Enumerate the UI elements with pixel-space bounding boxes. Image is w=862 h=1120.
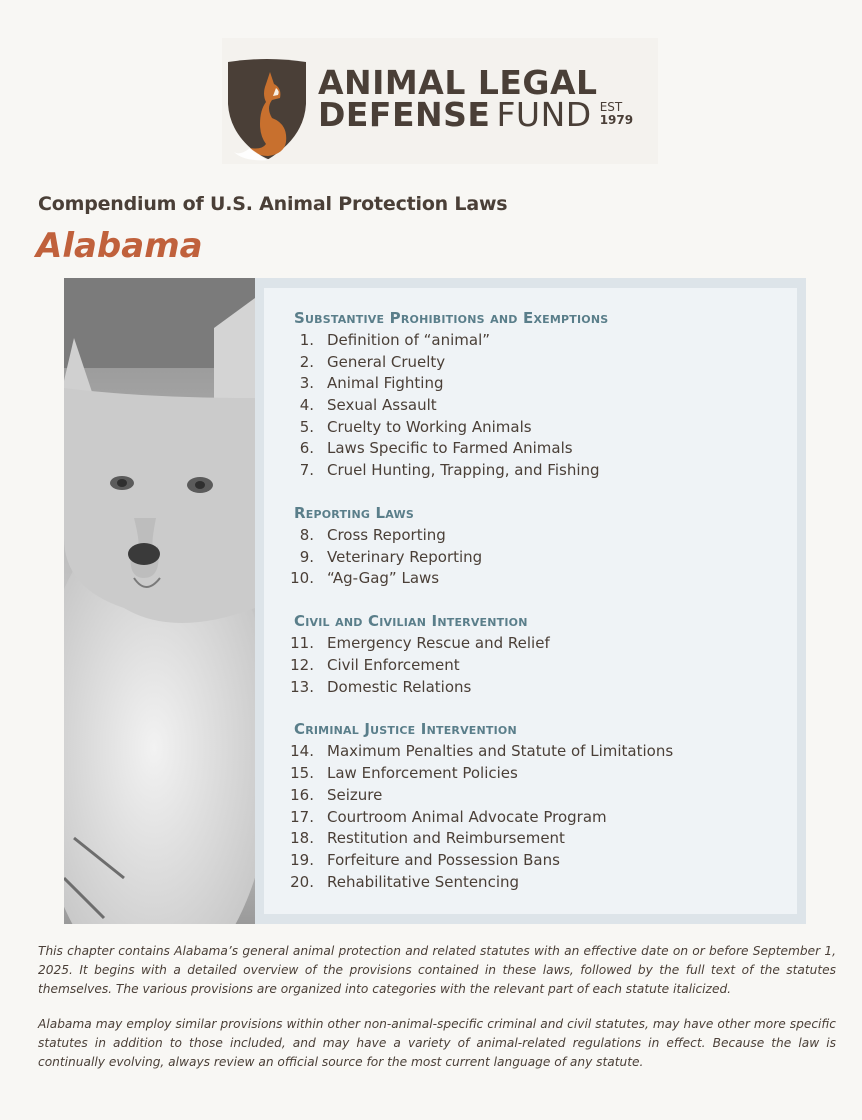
toc-item-number: 11. [290, 634, 314, 652]
toc-item[interactable] [286, 742, 674, 764]
toc-item-number: 12. [290, 656, 314, 674]
toc-item-label: Restitution and Reimbursement [327, 829, 565, 847]
section-heading-criminal: Criminal Justice Intervention [294, 720, 517, 738]
toc-item[interactable] [286, 569, 440, 591]
toc-item-label: Forfeiture and Possession Bans [327, 851, 560, 869]
toc-item-label: Courtroom Animal Advocate Program [327, 808, 607, 826]
toc-item-label: Animal Fighting [327, 374, 444, 392]
toc-item-label: Veterinary Reporting [327, 548, 483, 566]
toc-item-number: 13. [290, 678, 314, 696]
toc-item-label: Cross Reporting [327, 526, 446, 544]
toc-item[interactable] [286, 439, 573, 461]
toc-item-number: 16. [290, 786, 314, 804]
toc-item-label: Cruel Hunting, Trapping, and Fishing [327, 461, 600, 479]
section-heading-reporting: Reporting Laws [294, 504, 414, 522]
toc-item[interactable] [286, 526, 446, 548]
toc-item-label: Emergency Rescue and Relief [327, 634, 550, 652]
toc-item-label: Rehabilitative Sentencing [327, 873, 520, 891]
toc-item[interactable] [286, 808, 607, 830]
toc-item[interactable] [286, 396, 437, 418]
toc-item-label: Law Enforcement Policies [327, 764, 518, 782]
toc-item-number: 9. [299, 548, 314, 566]
toc-item-number: 8. [299, 526, 314, 544]
disclaimer-paragraph: Alabama may employ similar provisions within other non-animal-specific criminal and civil statutes, may have other more specific statutes in addition to those included, and may have a variety of animal-related regulations in effect. Because the law is continually evolving, always review an official source for the most current language of any statute. [38, 1017, 836, 1069]
brand-est-year: 1979 [599, 113, 634, 127]
brand-defense: DEFENSE [318, 95, 491, 134]
toc-item[interactable] [286, 353, 446, 375]
toc-item-label: Definition of “animal” [327, 331, 491, 349]
toc-item-label: Cruelty to Working Animals [327, 418, 532, 436]
section-heading-substantive: Substantive Prohibitions and Exemptions [294, 309, 609, 327]
toc-item-number: 6. [299, 439, 314, 457]
fox-shield-icon [226, 58, 308, 162]
toc-item[interactable] [286, 851, 560, 873]
toc-item[interactable] [286, 374, 444, 396]
section-heading-civil: Civil and Civilian Intervention [294, 612, 528, 630]
toc-item[interactable] [286, 678, 472, 700]
toc-item-number: 14. [290, 742, 314, 760]
toc-item-number: 20. [290, 873, 314, 891]
toc-item-label: General Cruelty [327, 353, 446, 371]
toc-item-number: 19. [290, 851, 314, 869]
toc-item-number: 4. [299, 396, 314, 414]
toc-item-label: Laws Specific to Farmed Animals [327, 439, 573, 457]
state-title: Alabama [36, 226, 203, 266]
toc-item-number: 7. [299, 461, 314, 479]
toc-item-number: 15. [290, 764, 314, 782]
toc-item[interactable] [286, 829, 565, 851]
toc-item-label: Seizure [327, 786, 383, 804]
toc-item-number: 1. [299, 331, 314, 349]
brand-fund: FUND [496, 95, 592, 134]
toc-item-label: Sexual Assault [327, 396, 437, 414]
toc-item[interactable] [286, 873, 520, 895]
page-subtitle: Compendium of U.S. Animal Protection Laws [38, 193, 508, 215]
toc-item-number: 3. [299, 374, 314, 392]
toc-item[interactable] [286, 548, 483, 570]
brand-wordmark [318, 63, 634, 138]
toc-item-label: Domestic Relations [327, 678, 472, 696]
toc-item-number: 10. [290, 569, 314, 587]
brand-est-label: EST [599, 100, 623, 114]
toc-item-number: 5. [299, 418, 314, 436]
toc-item[interactable] [286, 656, 460, 678]
toc-item-label: Civil Enforcement [327, 656, 460, 674]
toc-item[interactable] [286, 461, 600, 483]
toc-item[interactable] [286, 418, 532, 440]
intro-paragraph: This chapter contains Alabama’s general animal protection and related statutes with an effective date on or before September 1, 2025. It begins with a detailed overview of the provisions contained in these laws, followed by the full text of the statutes themselves. The various provisions are organized into categories with the relevant part of each statute italicized. [38, 944, 836, 996]
fox-photo [64, 278, 255, 924]
toc-item[interactable] [286, 764, 518, 786]
toc-item-number: 17. [290, 808, 314, 826]
toc-item[interactable] [286, 331, 491, 353]
brand-established [600, 101, 633, 127]
toc-item-label: “Ag-Gag” Laws [327, 569, 440, 587]
brand-line-1: ANIMAL LEGAL [318, 63, 598, 102]
toc-item[interactable] [286, 634, 550, 656]
toc-item[interactable] [286, 786, 383, 808]
toc-item-number: 2. [299, 353, 314, 371]
organization-logo [222, 38, 658, 164]
toc-item-number: 18. [290, 829, 314, 847]
toc-item-label: Maximum Penalties and Statute of Limitations [327, 742, 674, 760]
